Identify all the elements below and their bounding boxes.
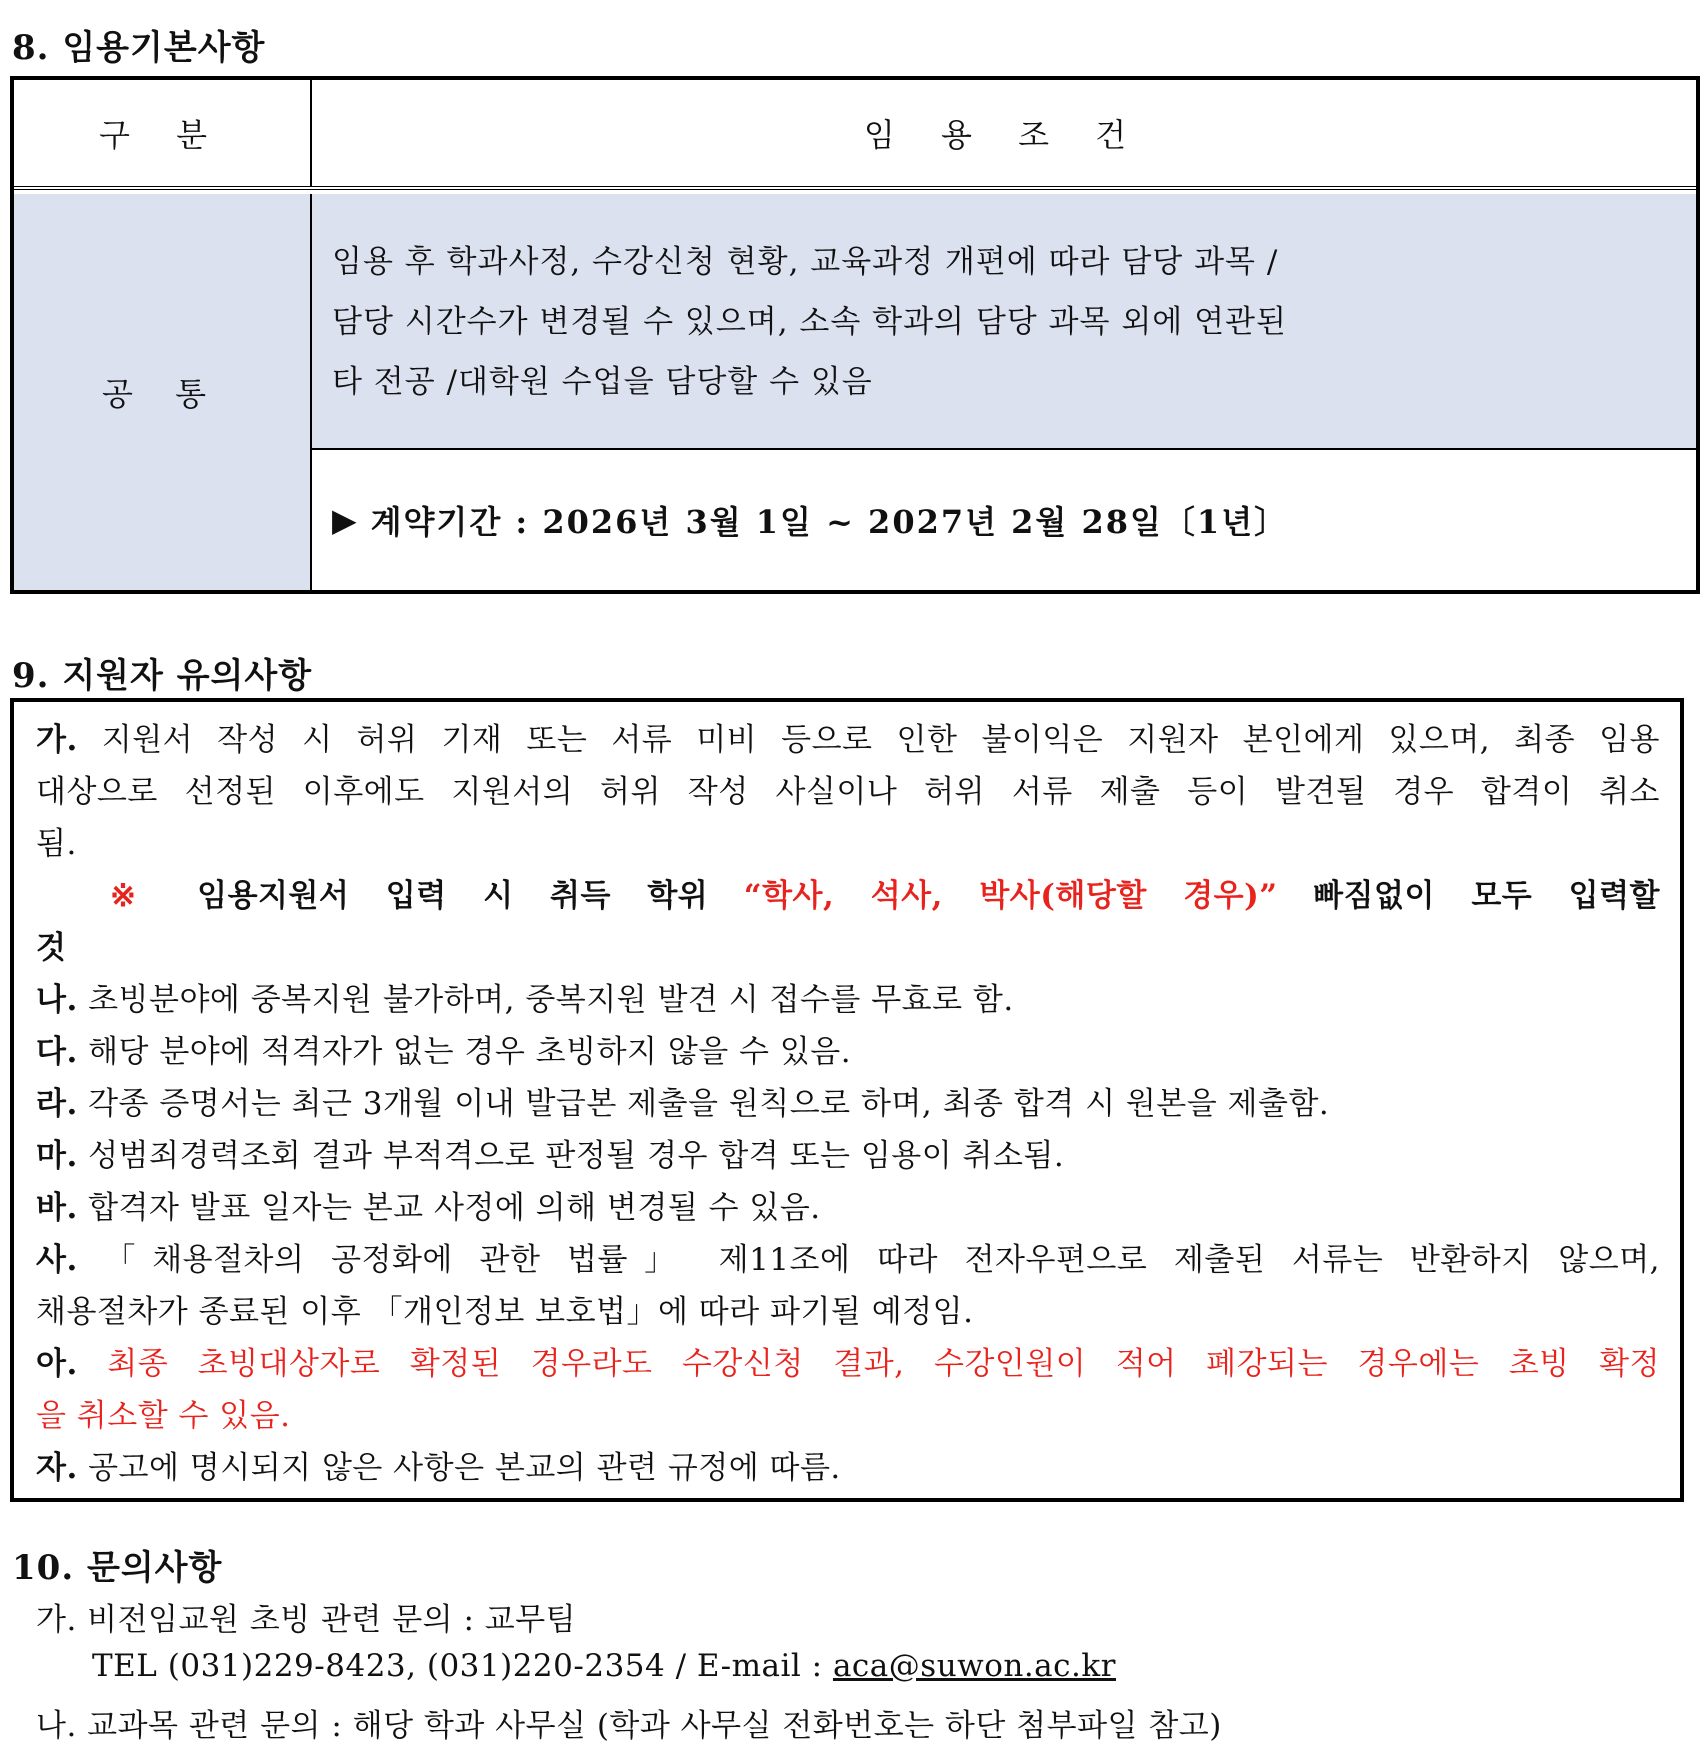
note-item-ga [36, 714, 1660, 766]
item-marker: 나. [36, 982, 78, 1018]
note-item-ra [36, 1078, 1660, 1130]
tel-email-label: TEL (031)229-8423, (031)220-2354 / E-mail : [92, 1648, 823, 1684]
note-item-ba [36, 1182, 1660, 1234]
row-label-common: 공 통 [14, 194, 312, 590]
condition-line: 담당 시간수가 변경될 수 있으며, 소속 학과의 담당 과목 외에 연관된 [332, 304, 1287, 340]
reference-mark: ※ [110, 878, 162, 914]
item-marker: 라. [36, 1086, 78, 1122]
contract-period-cell [312, 450, 1696, 590]
degree-input-notice-cont: 것 [36, 930, 67, 966]
item-text: 지원서 작성 시 허위 기재 또는 서류 미비 등으로 인한 불이익은 지원자 본인에게 있으며, 최종 임용 [101, 722, 1660, 758]
item-marker: 사. [36, 1242, 78, 1278]
note-item-na [36, 974, 1660, 1026]
conditions-cell [312, 194, 1696, 450]
item-marker: 마. [36, 1138, 78, 1174]
condition-line: 임용 후 학과사정, 수강신청 현황, 교육과정 개편에 따라 담당 과목 / [332, 244, 1279, 280]
notice-text: 임용지원서 입력 시 취득 학위 [197, 878, 709, 914]
item-marker: 바. [36, 1190, 78, 1226]
item-text: 각종 증명서는 최근 3개월 이내 발급본 제출을 원칙으로 하며, 최종 합격 시 원본을 제출함. [88, 1086, 1330, 1122]
note-item-ja [36, 1442, 1660, 1494]
notice-degrees: “학사, 석사, 박사(해당할 경우)” [743, 878, 1278, 914]
table-header-row [14, 80, 1696, 190]
inquiry-item-academic: 가. 비전임교원 초빙 관련 문의 : 교무팀 [36, 1602, 577, 1638]
item-text: 공고에 명시되지 않은 사항은 본교의 관련 규정에 따름. [88, 1450, 841, 1486]
note-item-da [36, 1026, 1660, 1078]
item-text: 합격자 발표 일자는 본교 사정에 의해 변경될 수 있음. [88, 1190, 821, 1226]
header-conditions: 임 용 조 건 [863, 116, 1145, 154]
inquiry-item-course: 나. 교과목 관련 문의 : 해당 학과 사무실 (학과 사무실 전화번호는 하단 첨부파일 참고) [36, 1708, 1222, 1744]
appointment-conditions-table [10, 76, 1700, 594]
item-text: 초빙분야에 중복지원 불가하며, 중복지원 발견 시 접수를 무효로 함. [88, 982, 1014, 1018]
note-item-sa-cont: 채용절차가 종료된 이후 「개인정보 보호법」에 따라 파기될 예정임. [36, 1294, 974, 1330]
contract-period: 계약기간 : 2026년 3월 1일 ~ 2027년 2월 28일〔1년〕 [370, 503, 1289, 541]
note-item-ma [36, 1130, 1660, 1182]
section9-title: 9. 지원자 유의사항 [12, 656, 313, 696]
item-marker: 가. [36, 722, 78, 758]
triangle-arrow-icon: ▶ [332, 501, 359, 539]
note-item-sa [36, 1234, 1660, 1286]
email-link[interactable]: aca@suwon.ac.kr [832, 1648, 1116, 1684]
degree-input-notice [36, 870, 1660, 922]
item-marker: 아. [36, 1346, 78, 1382]
section8-title: 8. 임용기본사항 [12, 28, 266, 68]
item-marker: 다. [36, 1034, 78, 1070]
item-marker: 자. [36, 1450, 78, 1486]
item-text: 「채용절차의 공정화에 관한 법률」 제11조에 따라 전자우편으로 제출된 서류는 반환하지 않으며, [104, 1242, 1661, 1278]
header-category: 구 분 [14, 80, 312, 186]
item-text: 최종 초빙대상자로 확정된 경우라도 수강신청 결과, 수강인원이 적어 폐강되는 경우에는 초빙 확정 [107, 1346, 1660, 1382]
item-text: 성범죄경력조회 결과 부적격으로 판정될 경우 합격 또는 임용이 취소됨. [88, 1138, 1065, 1174]
note-item-ga-cont: 대상으로 선정된 이후에도 지원서의 허위 작성 사실이나 허위 서류 제출 등이 발견될 경우 합격이 취소 [36, 774, 1660, 810]
applicant-notes-box [10, 698, 1684, 1502]
inquiry-contact-line [92, 1648, 1116, 1684]
note-item-ga-cont: 됨. [36, 826, 77, 862]
condition-line: 타 전공 /대학원 수업을 담당할 수 있음 [332, 364, 873, 400]
note-item-a-cont: 을 취소할 수 있음. [36, 1398, 291, 1434]
section10-title: 10. 문의사항 [12, 1548, 223, 1588]
notice-text: 빠짐없이 모두 입력할 [1313, 878, 1661, 914]
note-item-a [36, 1338, 1660, 1390]
item-text: 해당 분야에 적격자가 없는 경우 초빙하지 않을 수 있음. [88, 1034, 852, 1070]
